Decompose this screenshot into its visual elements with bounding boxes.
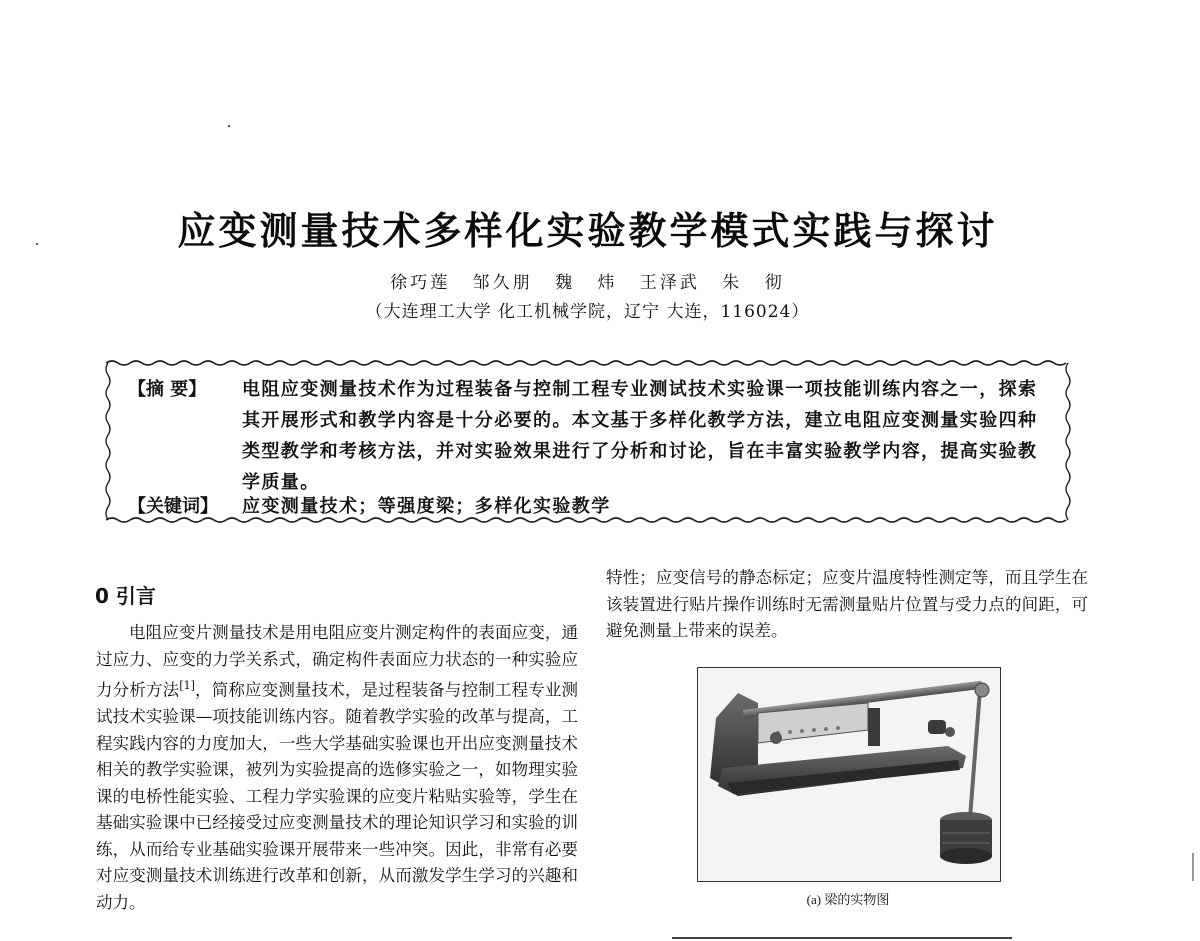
scan-speck [1192,853,1194,881]
intro-text-part2: ，简称应变测量技术，是过程装备与控制工程专业测试技术实验课—项技能训练内容。随着教学实验的改革与提高，工程实践内容的力度加大，一些大学基础实验课也开出应变测量技术相关的教学实验课，被列为实验提高的选修实验之一，如物理实验课的电桥性能实验、工程力学实验课的应变片粘贴实验等，学生在基础实验课中已经接受过应变测量技术的理论知识学习和实验的训练，从而给专业基础实验课开展带来一些冲突。因此，非常有必要对应变测量技术训练进行改革和创新，从而激发学生学习的兴趣和动力。 [96,680,579,912]
paper-affiliation: （大连理工大学 化工机械学院，辽宁 大连，116024） [365,302,810,322]
abstract-box [104,358,1072,526]
abstract-text: 电阻应变测量技术作为过程装备与控制工程专业测试技术实验课一项技能训练内容之一，探索其开展形式和教学内容是十分必要的。本文基于多样化教学方法，建立电阻应变测量实验四种类型教学和考核方法，并对实验效果进行了分析和讨论，旨在丰富实验教学内容，提高实验教学质量。 [242,379,1038,493]
intro-paragraph [96,620,578,916]
intro-text-part1: 电阻应变片测量技术是用电阻应变片测定构件的表面应变，通过应力、应变的力学关系式，确定构件表面应力状态的一种实验应力分析方法 [96,623,578,700]
figure-bottom-rule [672,937,1012,939]
figure-caption: (a) 梁的实物图 [806,892,890,907]
right-column-text: 特性；应变信号的静态标定；应变片温度特性测定等，而且学生在该装置进行贴片操作训练时无需测量贴片位置与受力点的间距，可避免测量上带来的误差。 [606,568,1088,640]
section-heading: 0 引言 [95,584,156,608]
citation-ref[interactable]: [1] [179,679,195,692]
paper-title: 应变测量技术多样化实验教学模式实践与探讨 [177,209,998,253]
paper-authors: 徐巧莲 邹久朋 魏 炜 王泽武 朱 彻 [390,273,785,293]
keywords-text: 应变测量技术；等强度梁；多样化实验教学 [242,496,611,517]
beam-apparatus-illustration [698,668,1000,881]
keywords-label: 【关键词】 [128,496,218,517]
scan-speck [228,125,230,127]
beam-photo [697,667,1001,882]
abstract-label: 【摘 要】 [128,379,207,400]
